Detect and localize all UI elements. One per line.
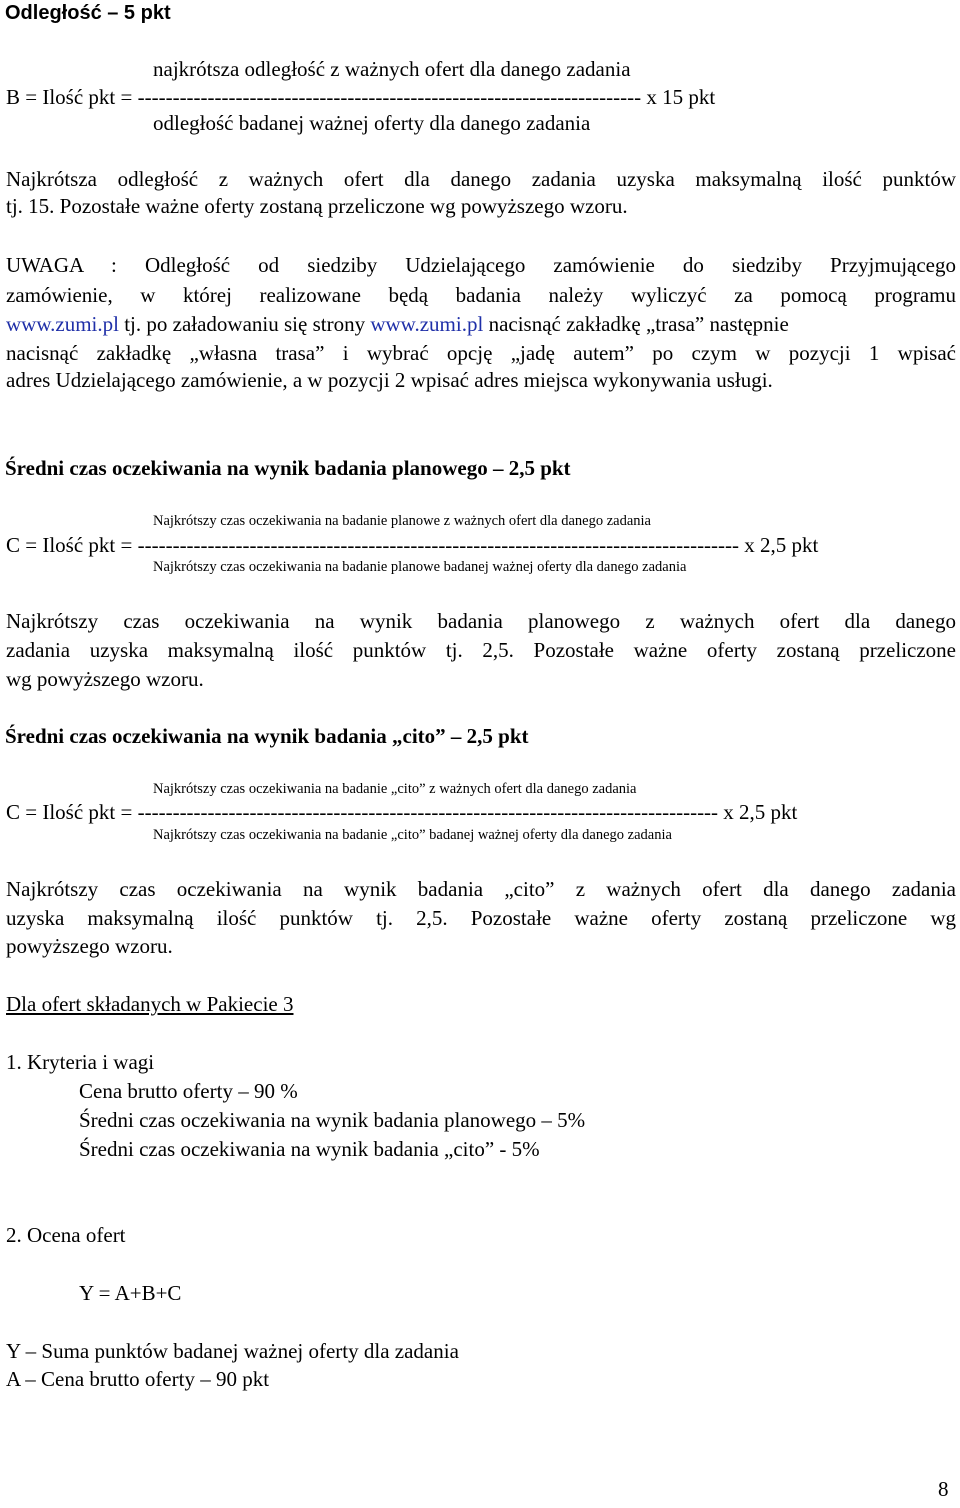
paragraph-line: UWAGA : Odległość od siedziby Udzielającego zamówienie do siedziby Przyjmującego	[6, 253, 956, 277]
section-heading-planned: Średni czas oczekiwania na wynik badania planowego – 2,5 pkt	[5, 456, 571, 480]
formula-denominator: Najkrótszy czas oczekiwania na badanie „cito” badanej ważnej oferty dla danego zadania	[153, 827, 672, 843]
paragraph-line: powyższego wzoru.	[6, 934, 173, 958]
formula-numerator: najkrótsza odległość z ważnych ofert dla danego zadania	[153, 57, 631, 81]
section-heading-cito: Średni czas oczekiwania na wynik badania „cito” – 2,5 pkt	[5, 724, 529, 748]
text-span: tj. po załadowaniu się strony	[118, 312, 371, 336]
paragraph-line: wg powyższego wzoru.	[6, 667, 204, 691]
paragraph-line: Najkrótsza odległość z ważnych ofert dla danego zadania uzyska maksymalną ilość punktów	[6, 167, 956, 191]
definition-item: A – Cena brutto oferty – 90 pkt	[6, 1367, 270, 1391]
section-heading-distance: Odległość – 5 pkt	[5, 2, 171, 24]
equation: Y = A+B+C	[79, 1281, 182, 1305]
zumi-link[interactable]: www.zumi.pl	[6, 312, 119, 336]
formula-lhs: C = Ilość pkt =	[6, 533, 138, 557]
paragraph-line: Najkrótszy czas oczekiwania na wynik badania „cito” z ważnych ofert dla danego zadania	[6, 877, 956, 901]
formula-rhs: x 15 pkt	[641, 85, 716, 109]
text-span: nacisnąć zakładkę „trasa” następnie	[483, 312, 789, 336]
formula-denominator: odległość badanej ważnej oferty dla danego zadania	[153, 111, 591, 135]
formula-lhs: B = Ilość pkt =	[6, 85, 138, 109]
formula-line	[6, 84, 715, 110]
criteria-item: Cena brutto oferty – 90 %	[79, 1079, 298, 1103]
formula-numerator: Najkrótszy czas oczekiwania na badanie planowe z ważnych ofert dla danego zadania	[153, 513, 651, 529]
criteria-item: Średni czas oczekiwania na wynik badania planowego – 5%	[79, 1108, 586, 1132]
paragraph-line	[6, 311, 789, 337]
paragraph-line: adres Udzielającego zamówienie, a w pozycji 2 wpisać adres miejsca wykonywania usługi.	[6, 368, 773, 392]
formula-denominator: Najkrótszy czas oczekiwania na badanie planowe badanej ważnej oferty dla danego zadania	[153, 559, 687, 575]
formula-dashes: -----------------------------------------------------------------------------------	[137, 800, 719, 824]
paragraph-line: tj. 15. Pozostałe ważne oferty zostaną przeliczone wg powyższego wzoru.	[6, 194, 628, 218]
zumi-link[interactable]: www.zumi.pl	[370, 312, 484, 336]
evaluation-title: 2. Ocena ofert	[6, 1223, 126, 1247]
paragraph-line: nacisnąć zakładkę „własna trasa” i wybrać opcję „jadę autem” po czym w pozycji 1 wpisać	[6, 341, 956, 365]
paragraph-line: uzyska maksymalną ilość punktów tj. 2,5. Pozostałe ważne oferty zostaną przeliczone wg	[6, 906, 956, 930]
formula-rhs: x 2,5 pkt	[739, 533, 819, 557]
paragraph-line: zadania uzyska maksymalną ilość punktów tj. 2,5. Pozostałe ważne oferty zostaną przeliczone	[6, 638, 956, 662]
package-heading: Dla ofert składanych w Pakiecie 3	[6, 992, 294, 1016]
formula-dashes: ------------------------------------------------------------------------	[137, 85, 642, 109]
formula-numerator: Najkrótszy czas oczekiwania na badanie „cito” z ważnych ofert dla danego zadania	[153, 781, 637, 797]
paragraph-line: zamówienie, w której realizowane będą badania należy wyliczyć za pomocą programu	[6, 283, 956, 307]
paragraph-line: Najkrótszy czas oczekiwania na wynik badania planowego z ważnych ofert dla danego	[6, 609, 956, 633]
formula-dashes: --------------------------------------------------------------------------------------	[137, 533, 740, 557]
page-number: 8	[938, 1477, 949, 1501]
formula-lhs: C = Ilość pkt =	[6, 800, 138, 824]
criteria-item: Średni czas oczekiwania na wynik badania „cito” - 5%	[79, 1137, 540, 1161]
criteria-title: 1. Kryteria i wagi	[6, 1050, 155, 1074]
formula-rhs: x 2,5 pkt	[718, 800, 798, 824]
definition-item: Y – Suma punktów badanej ważnej oferty dla zadania	[6, 1339, 459, 1363]
